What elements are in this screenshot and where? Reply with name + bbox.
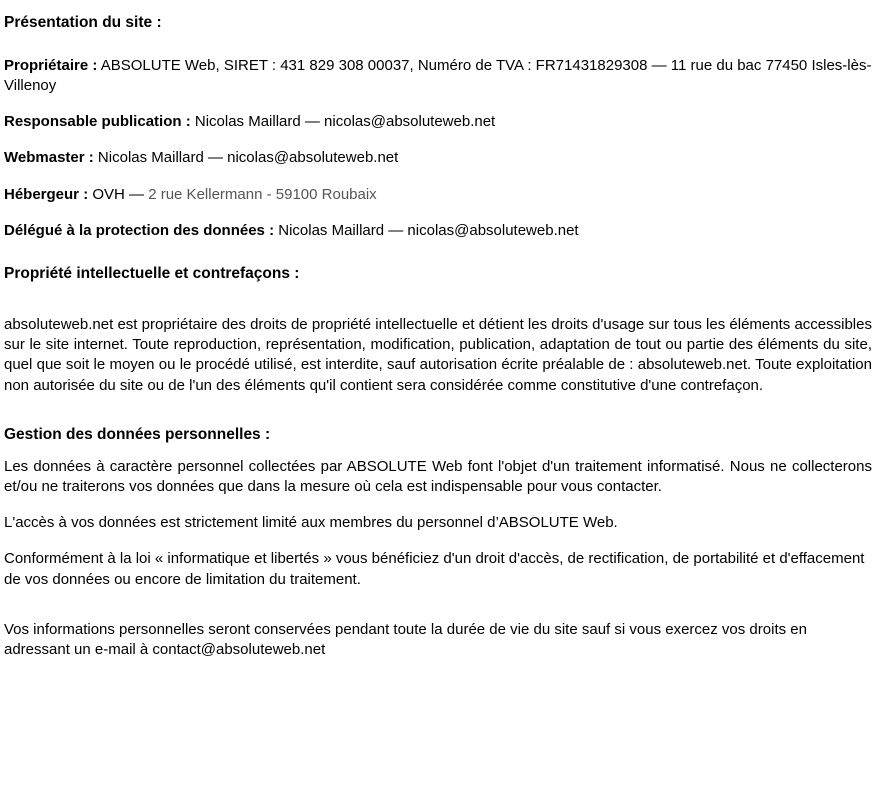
host-label: Hébergeur : bbox=[4, 185, 89, 203]
presentation-heading: Présentation du site : bbox=[4, 14, 162, 31]
webmaster-line bbox=[4, 148, 872, 168]
spacer bbox=[4, 169, 872, 185]
host-line bbox=[4, 185, 872, 205]
owner-line bbox=[4, 56, 872, 97]
dpo-label: Délégué à la protection des données : bbox=[4, 221, 275, 239]
dpo-value: Nicolas Maillard — nicolas@absoluteweb.net bbox=[274, 221, 579, 239]
publication-label: Responsable publication : bbox=[4, 113, 191, 131]
personal-data-paragraph-4: Vos informations personnelles seront conservées pendant toute la durée de vie du site sauf si vous exercez vos droits en adressant un e-mail à contact@absoluteweb.net bbox=[4, 620, 807, 659]
spacer bbox=[4, 96, 872, 112]
host-value: OVH — bbox=[88, 185, 149, 203]
spacer bbox=[4, 285, 872, 315]
owner-label: Propriétaire : bbox=[4, 56, 98, 74]
spacer bbox=[4, 533, 872, 549]
intellectual-property-heading: Propriété intellectuelle et contrefaçons : bbox=[4, 265, 300, 283]
publication-value: Nicolas Maillard — nicolas@absoluteweb.net bbox=[190, 113, 496, 131]
spacer bbox=[4, 205, 872, 221]
spacer bbox=[4, 396, 872, 418]
intellectual-property-paragraph: absoluteweb.net est propriétaire des droits de propriété intellectuelle et détient les droits d'usage sur tous les éléments accessibles sur le site internet. Toute reproduction, représentation, modification, publication, adaptation de tout ou partie des éléments du site, quel que soit le moyen ou le procédé utilisé, est interdite, sauf autorisation écrite préalable de : absoluteweb.net. Toute exploitation non autorisée du site ou de l'un des éléments qu'il contient sera considérée comme constitutive d'une contrefaçon. bbox=[4, 315, 872, 394]
publication-line bbox=[4, 112, 872, 132]
personal-data-paragraph-3: Conformément à la loi « informatique et libertés » vous bénéficiez d'un droit d'accès, de rectification, de portabilité et d'effacement de vos données ou encore de limitation du traitement. bbox=[4, 550, 865, 588]
personal-data-paragraph-1: Les données à caractère personnel collectées par ABSOLUTE Web font l'objet d'un traitement informatisé. Nous ne collecterons et/ou ne traiterons vos données que dans la mesure où cela est indispensable pour vous contacter. bbox=[4, 457, 872, 495]
webmaster-value: Nicolas Maillard — nicolas@absoluteweb.net bbox=[93, 149, 399, 167]
spacer bbox=[4, 34, 872, 56]
host-address: 2 rue Kellermann - 59100 Roubaix bbox=[148, 185, 377, 203]
spacer bbox=[4, 446, 872, 457]
webmaster-label: Webmaster : bbox=[4, 149, 94, 167]
spacer bbox=[4, 590, 872, 620]
spacer bbox=[4, 132, 872, 148]
personal-data-paragraph-2: L'accès à vos données est strictement limité aux membres du personnel d’ABSOLUTE Web. bbox=[4, 514, 618, 532]
personal-data-heading: Gestion des données personnelles : bbox=[4, 425, 271, 443]
spacer bbox=[4, 241, 872, 257]
spacer bbox=[4, 497, 872, 513]
owner-value: ABSOLUTE Web, SIRET : 431 829 308 00037, Numéro de TVA : FR71431829308 — 11 rue du bac 77450 Isles-lès-Villenoy bbox=[4, 56, 872, 94]
dpo-line bbox=[4, 221, 872, 241]
